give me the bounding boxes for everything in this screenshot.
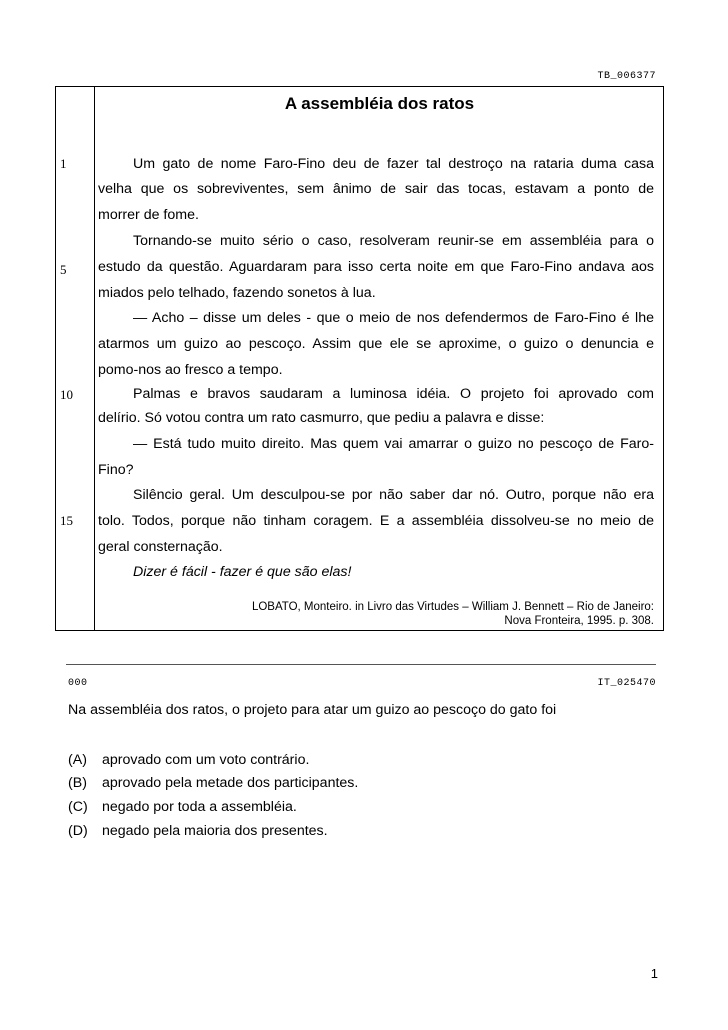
text-line: Um gato de nome Faro-Fino deu de fazer tal destroço na rataria duma casa xyxy=(133,156,654,172)
text-line: Palmas e bravos saudaram a luminosa idéia. O projeto foi aprovado com xyxy=(133,386,654,402)
option-letter: (B) xyxy=(68,775,87,791)
text-line: — Acho – disse um deles - que o meio de nos defendermos de Faro-Fino é lhe xyxy=(133,310,654,326)
answer-option-d[interactable] xyxy=(68,823,328,839)
line-number-divider xyxy=(94,86,95,631)
header-code: TB_006377 xyxy=(597,71,656,82)
question-stem: Na assembléia dos ratos, o projeto para atar um guizo ao pescoço do gato foi xyxy=(68,702,557,718)
option-text: aprovado pela metade dos participantes. xyxy=(102,775,359,791)
page-number: 1 xyxy=(650,966,658,981)
option-text: negado por toda a assembléia. xyxy=(102,799,297,815)
option-letter: (D) xyxy=(68,823,88,839)
text-line: delírio. Só votou contra um rato casmurro, que pediu a palavra e disse: xyxy=(98,410,545,426)
text-line: Fino? xyxy=(98,462,134,478)
option-letter: (C) xyxy=(68,799,88,815)
text-line: — Está tudo muito direito. Mas quem vai amarrar o guizo no pescoço de Faro- xyxy=(133,436,654,452)
text-line: miados pelo telhado, fazendo sonetos à lua. xyxy=(98,285,376,301)
option-letter: (A) xyxy=(68,752,87,768)
text-line: velha que os sobreviventes, sem ânimo de sair das tocas, estavam a ponto de xyxy=(98,181,654,197)
text-source: LOBATO, Monteiro. in Livro das Virtudes – William J. Bennett – Rio de Janeiro: xyxy=(251,601,654,613)
answer-option-a[interactable] xyxy=(68,752,309,768)
question-number: 000 xyxy=(68,678,88,689)
line-number: 5 xyxy=(60,262,67,277)
text-line: geral consternação. xyxy=(98,539,223,555)
text-moral: Dizer é fácil - fazer é que são elas! xyxy=(133,564,352,580)
text-source: Nova Fronteira, 1995. p. 308. xyxy=(504,615,654,627)
line-number: 10 xyxy=(60,387,73,402)
section-divider xyxy=(66,664,656,665)
text-line: tolo. Todos, porque não tinham coragem. E a assembléia dissolveu-se no meio de xyxy=(98,513,654,529)
answer-option-b[interactable] xyxy=(68,775,358,791)
text-line: atarmos um guizo ao pescoço. Assim que ele se aproxime, o guizo o denuncia e xyxy=(98,336,654,352)
text-title: A assembléia dos ratos xyxy=(284,94,475,113)
text-line: morrer de fome. xyxy=(98,207,199,223)
text-line: estudo da questão. Aguardaram para isso certa noite em que Faro-Fino andava aos xyxy=(98,259,654,275)
option-text: aprovado com um voto contrário. xyxy=(102,752,310,768)
text-line: pomo-nos ao fresco a tempo. xyxy=(98,362,283,378)
option-text: negado pela maioria dos presentes. xyxy=(102,823,328,839)
text-line: Tornando-se muito sério o caso, resolveram reunir-se em assembléia para o xyxy=(133,233,654,249)
answer-option-c[interactable] xyxy=(68,799,297,815)
line-number: 15 xyxy=(60,513,73,528)
question-code: IT_025470 xyxy=(597,678,656,689)
text-line: Silêncio geral. Um desculpou-se por não saber dar nó. Outro, porque não era xyxy=(133,487,654,503)
line-number: 1 xyxy=(60,156,67,171)
